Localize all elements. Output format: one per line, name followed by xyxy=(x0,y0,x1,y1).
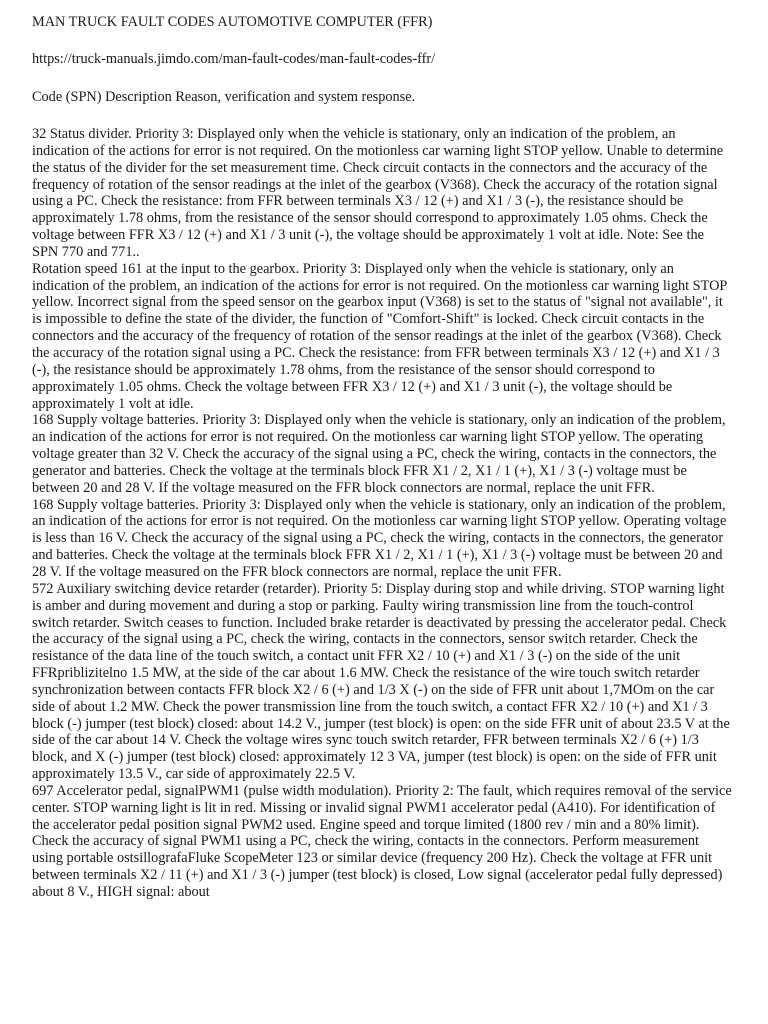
fault-entry xyxy=(32,412,732,496)
fault-code-list xyxy=(32,126,732,901)
spn-code: 32 xyxy=(32,126,47,143)
document-title: MAN TRUCK FAULT CODES AUTOMOTIVE COMPUTER (FFR) xyxy=(32,14,433,30)
entry-text: Supply voltage batteries. Priority 3: Displayed only when the vehicle is stationary, only an indication of the problem, an indication of the actions for error is not required. On the motionless car warning light STOP yellow. The operating voltage greater than 32 V. Check the accuracy of the signal using a PC, check the wiring, contacts in the connectors, the generator and batteries. Check the voltage at the terminals block FFR X1 / 2, X1 / 1 (+), X1 / 3 (-) voltage must be between 20 and 28 V. If the voltage measured on the FFR block connectors are normal, replace the unit FFR. xyxy=(32,412,726,496)
document-page xyxy=(32,14,732,901)
columns-heading: Code (SPN) Description Reason, verification and system response. xyxy=(32,88,416,105)
source-url[interactable]: https://truck-manuals.jimdo.com/man-fault-codes/man-fault-codes-ffr/ xyxy=(32,51,436,68)
fault-entry xyxy=(32,126,732,261)
fault-entry xyxy=(32,581,732,783)
fault-entry xyxy=(32,497,732,581)
spn-code: 168 xyxy=(32,496,54,513)
spn-code: 697 xyxy=(32,782,54,799)
fault-entry xyxy=(32,783,732,901)
entry-text: Accelerator pedal, signalPWM1 (pulse width modulation). Priority 2: The fault, which requires removal of the service center. STOP warning light is lit in red. Missing or invalid signal PWM1 accelerator pedal (A410). For identification of the accelerator pedal position signal PWM2 used. Engine speed and torque limited (1800 rev / min and a 80% limit). Check the accuracy of signal PWM1 using a PC, check the wiring, contacts in the connectors. Perform measurement using portable ostsillografaFluke ScopeMeter 123 or similar device (frequency 200 Hz). Check the voltage at FFR unit between terminals X2 / 11 (+) and X1 / 3 (-) jumper (test block) is closed, Low signal (accelerator pedal fully depressed) about 8 V., HIGH signal: about xyxy=(32,782,732,900)
entry-text: Supply voltage batteries. Priority 3: Displayed only when the vehicle is stationary, only an indication of the problem, an indication of the actions for error is not required. On the motionless car warning light STOP yellow. Operating voltage is less than 16 V. Check the accuracy of the signal using a PC, check the wiring, contacts in the connectors, the generator and batteries. Check the voltage at the terminals block FFR X1 / 2, X1 / 1 (+), X1 / 3 (-) voltage must be between 20 and 28 V. If the voltage measured on the FFR block connectors are normal, replace the unit FFR. xyxy=(32,496,727,580)
spn-code: 168 xyxy=(32,412,54,429)
entry-text: Rotation speed 161 at the input to the gearbox. Priority 3: Displayed only when the vehicle is stationary, only an indication of the problem, an indication of the actions for error is not required. On the motionless car warning light STOP yellow. Incorrect signal from the speed sensor on the gearbox input (V368) is set to the status of "signal not available", it is impossible to define the state of the divider, the function of "Comfort-Shift" is locked. Check circuit contacts in the connectors and the accuracy of the frequency of rotation of the sensor readings at the inlet of the gearbox (V368). Check the accuracy of the rotation signal using a PC. Check the resistance: from FFR between terminals X3 / 12 (+) and X1 / 3 (-), the resistance should be approximately 1.78 ohms, from the resistance of the sensor should correspond to approximately 1.05 ohms. Check the voltage between FFR X3 / 12 (+) and X1 / 3 unit (-), the voltage should be approximately 1 volt at idle. xyxy=(32,260,727,412)
fault-entry xyxy=(32,261,732,413)
entry-text: Auxiliary switching device retarder (retarder). Priority 5: Display during stop and while driving. STOP warning light is amber and during movement and during a stop or parking. Faulty wiring transmission line from the touch-control switch retarder. Switch ceases to function. Included brake retarder is deactivated by pressing the accelerator pedal. Check the accuracy of the signal using a PC, check the wiring, contacts in the connectors, sensor switch retarder. Check the resistance of the data line of the touch switch, a contact unit FFR X2 / 10 (+) and X1 / 3 (-) on the side of the unit FFRpriblizitelno 1.5 MW, at the side of the car about 1.6 MW. Check the resistance of the wire touch switch retarder synchronization between contacts FFR block X2 / 6 (+) and 1/3 X (-) on the side of FFR unit about 1,7MOm on the car side of about 1.2 MW. Check the power transmission line from the touch switch, a contact FFR X2 / 10 (+) and X1 / 3 block (-) jumper (test block) closed: about 14.2 V., jumper (test block) is open: on the side FFR unit of about 23.5 V at the side of the car about 14 V. Check the voltage wires sync touch switch retarder, FFR between terminals X2 / 6 (+) 1/3 block, and X (-) jumper (test block) closed: approximately 12 3 VA, jumper (test block) is open: on the side of FFR unit approximately 13.5 V., car side of approximately 22.5 V. xyxy=(32,580,730,783)
entry-text: Status divider. Priority 3: Displayed only when the vehicle is stationary, only an indication of the problem, an indication of the actions for error is not required. On the motionless car warning light STOP yellow. Unable to determine the status of the divider for the set measurement time. Check circuit contacts in the connectors and the accuracy of the frequency of rotation of the sensor readings at the inlet of the gearbox (V368). Check the accuracy of the rotation signal using a PC. Check the resistance: from FFR between terminals X3 / 12 (+) and X1 / 3 (-), the resistance should be approximately 1.78 ohms, from the resistance of the sensor should correspond to approximately 1.05 ohms. Check the voltage between FFR X3 / 12 (+) and X1 / 3 unit (-), the voltage should be approximately 1 volt at idle. Note: See the SPN 770 and 771.. xyxy=(32,126,724,260)
spn-code: 572 xyxy=(32,580,54,597)
